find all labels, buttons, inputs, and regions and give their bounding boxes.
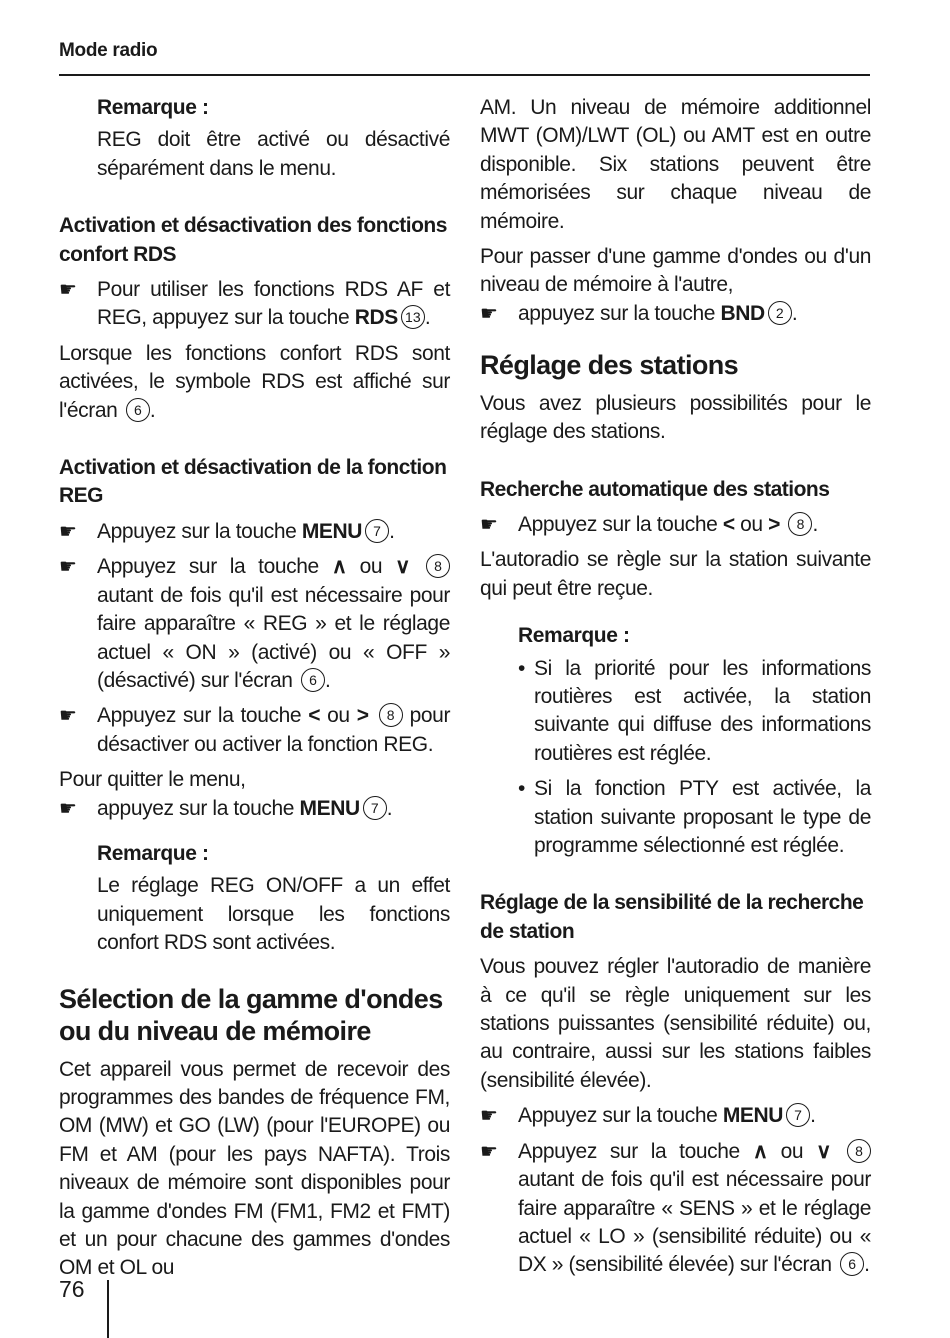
paragraph-tuning-options: Vous avez plusieurs possibilités pour le réglage des stations. — [480, 391, 871, 444]
up-arrow-icon: ∧ — [331, 555, 347, 579]
pointing-hand-icon: ☛ — [480, 302, 498, 325]
pointing-hand-icon: ☛ — [480, 513, 498, 536]
heading-rds-comfort: Activation et désactivation des fonctions confort RDS — [59, 214, 447, 266]
left-arrow-icon: < — [308, 704, 321, 728]
note-reg-effect — [97, 840, 450, 958]
paragraph-quit-menu: Pour quitter le menu, — [59, 768, 246, 792]
instruction-menu: ☛ Appuyez sur la touche MENU 7 . — [480, 1102, 871, 1130]
callout-number: 7 — [365, 519, 389, 543]
note-title: Remarque : — [97, 96, 209, 119]
note-reg-separate — [97, 94, 450, 183]
paragraph-next-station: L'autoradio se règle sur la station suivante qui peut être reçue. — [480, 548, 871, 600]
paragraph-sensitivity: Vous pouvez régler l'autoradio de manière à ce qu'il se règle uniquement sur les stations puissantes (sensibilité réduite) ou, au contraire, aussi sur les stations faibles (sensibilité élevée). — [480, 955, 871, 1092]
heading-reg-function: Activation et désactivation de la fonction REG — [59, 456, 447, 508]
instruction-quit-menu: ☛ appuyez sur la touche MENU 7 . — [59, 795, 450, 823]
list-item: • Si la fonction PTY est activée, la station suivante proposant le type de programme sélectionné est réglée. — [518, 777, 871, 858]
bullet-dot-icon: • — [518, 777, 525, 801]
right-arrow-icon: > — [356, 704, 369, 728]
callout-number: 6 — [301, 668, 325, 692]
callout-number: 8 — [426, 554, 450, 578]
key-menu: MENU — [299, 796, 360, 820]
list-item: • Si la priorité pour les informations routières est activée, la station suivante qui diffuse des informations routières est réglée. — [518, 656, 871, 765]
down-arrow-icon: ∨ — [395, 555, 411, 579]
instruction-up-down: ☛ Appuyez sur la touche ∧ ou ∨ 8 autant de fois qu'il est nécessaire pour faire apparaître « REG » et le réglage actuel « ON » (activé) ou « OFF » (désactivé) sur l'écran 6 . — [59, 555, 450, 692]
pointing-hand-icon: ☛ — [480, 1140, 498, 1163]
pointing-hand-icon: ☛ — [59, 705, 77, 728]
note-text: Le réglage REG ON/OFF a un effet uniquement lorsque les fonctions confort RDS sont activées. — [97, 874, 450, 955]
callout-number: 6 — [840, 1252, 864, 1276]
paragraph-memory-levels: AM. Un niveau de mémoire additionnel MWT (OM)/LWT (OL) ou AMT est en outre disponible. Six stations peuvent être mémorisées sur chaque niveau de mémoire. — [480, 96, 871, 233]
pointing-hand-icon: ☛ — [59, 797, 77, 820]
callout-number: 6 — [126, 398, 150, 422]
paragraph-switch-band: Pour passer d'une gamme d'ondes ou d'un niveau de mémoire à l'autre, — [480, 245, 871, 297]
callout-number: 2 — [768, 301, 792, 325]
note-title: Remarque : — [97, 841, 209, 865]
pointing-hand-icon: ☛ — [59, 279, 77, 302]
key-rds: RDS — [354, 306, 398, 330]
instruction-up-down: ☛ Appuyez sur la touche ∧ ou ∨ 8 autant de fois qu'il est nécessaire pour faire apparaître « SENS » et le réglage actuel « LO » (sensibilité réduite) ou « DX » (sensibilité élevée) sur l'écran 6 . — [480, 1139, 871, 1277]
callout-number: 7 — [786, 1103, 810, 1127]
instruction-menu: ☛ Appuyez sur la touche MENU 7 . — [59, 518, 450, 546]
instruction-rds: ☛ Pour utiliser les fonctions RDS AF et REG, appuyez sur la touche RDS 13 . — [59, 278, 450, 330]
callout-number: 8 — [847, 1139, 871, 1163]
heading-band-selection: Sélection de la gamme d'ondes ou du niveau de mémoire — [59, 983, 443, 1047]
instruction-bnd: ☛ appuyez sur la touche BND 2 . — [480, 300, 871, 328]
page-number: 76 — [59, 1276, 85, 1302]
pointing-hand-icon: ☛ — [59, 556, 77, 579]
callout-number: 8 — [788, 512, 812, 536]
paragraph-band-selection: Cet appareil vous permet de recevoir des programmes des bandes de fréquence FM, OM (MW) et GO (LW) (pour l'EUROPE) ou FM et AM (pour les pays NAFTA). Trois niveaux de mémoire sont disponibles pour la gamme d'ondes FM (FM1, FM2 et FMT) et un pour chacune des gammes d'ondes OM et OL ou — [59, 1057, 450, 1280]
callout-number: 7 — [363, 796, 387, 820]
section-title: Mode radio — [59, 40, 158, 61]
note-text: REG doit être activé ou désactivé séparément dans le menu. — [97, 128, 450, 180]
right-column — [480, 94, 871, 1287]
callout-number: 13 — [401, 305, 425, 329]
paragraph-rds-symbol: Lorsque les fonctions confort RDS sont activées, le symbole RDS est affiché sur l'écran 6 . — [59, 341, 450, 422]
instruction-seek: ☛ Appuyez sur la touche < ou > 8 . — [480, 511, 871, 539]
left-arrow-icon: < — [722, 512, 735, 536]
heading-auto-search: Recherche automatique des stations — [480, 477, 830, 501]
key-bnd: BND — [720, 301, 765, 325]
bullet-dot-icon: • — [518, 656, 525, 680]
pointing-hand-icon: ☛ — [480, 1105, 498, 1128]
instruction-left-right: ☛ Appuyez sur la touche < ou > 8 pour désactiver ou activer la fonction REG. — [59, 704, 451, 756]
left-column — [59, 94, 450, 1290]
right-arrow-icon: > — [768, 512, 781, 536]
footer-divider — [107, 1280, 109, 1338]
note-title: Remarque : — [518, 624, 630, 648]
up-arrow-icon: ∧ — [752, 1139, 768, 1163]
heading-station-tuning: Réglage des stations — [480, 350, 739, 381]
pointing-hand-icon: ☛ — [59, 520, 77, 543]
key-menu: MENU — [301, 519, 363, 543]
note-seek — [518, 622, 871, 860]
page-header — [59, 40, 870, 76]
down-arrow-icon: ∨ — [816, 1139, 832, 1163]
key-menu: MENU — [722, 1104, 784, 1128]
heading-sensitivity: Réglage de la sensibilité de la recherche de station — [480, 891, 864, 943]
callout-number: 8 — [379, 703, 403, 727]
